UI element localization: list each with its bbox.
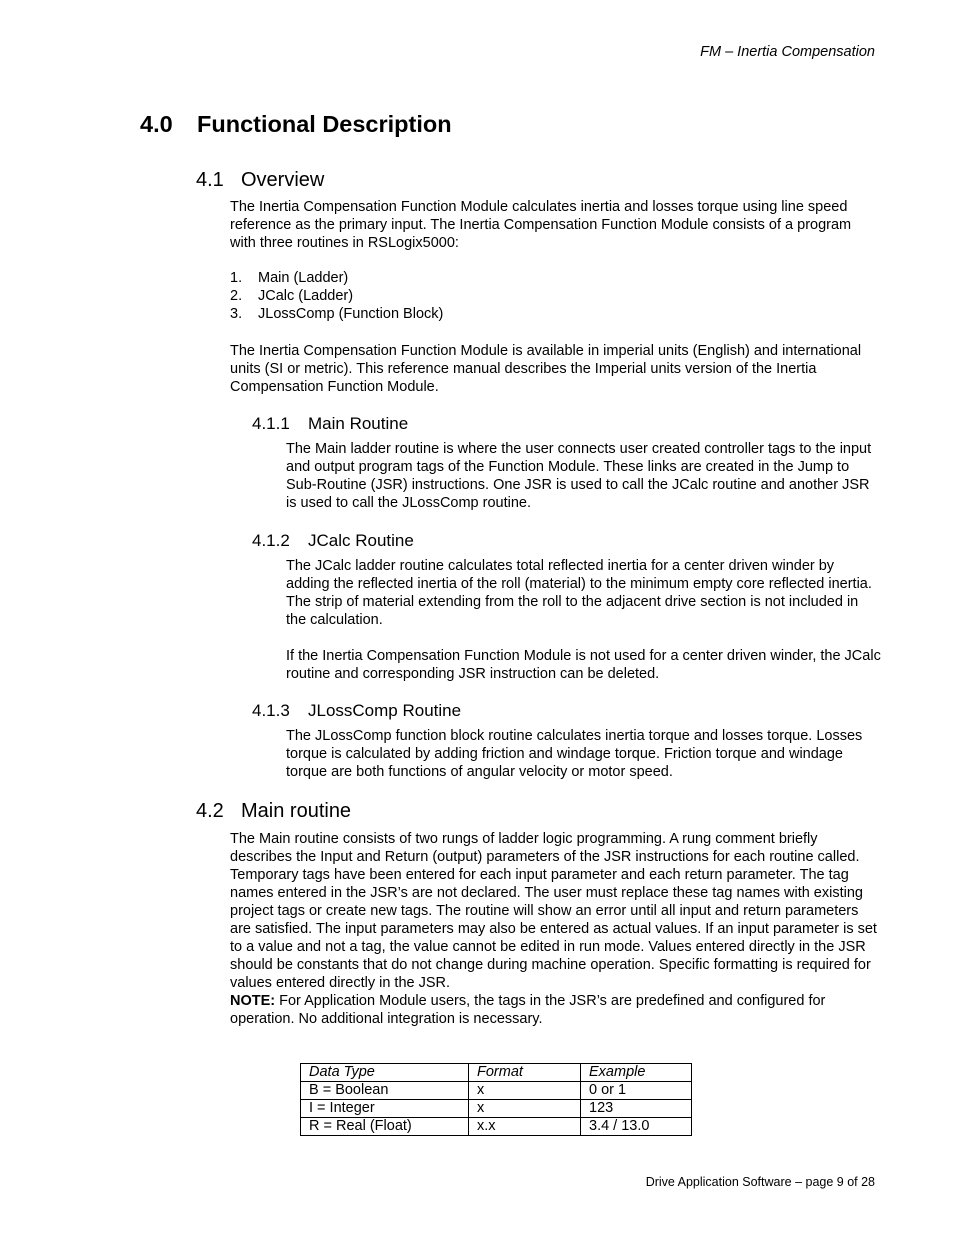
main-routine-paragraph: The Main routine consists of two rungs of ladder logic programming. A rung comment briefly describes the Input and Return (output) parameters of the JSR instructions for each routine called. Temporary tags have been entered for each input parameter and each return parameter. The tag names entered in the JSR’s are not declared. The user must replace these tag names with existing project tags or create new tags. The routine will show an error until all input and return parameters are satisfied. The input parameters may also be entered as actual values. If an input parameter is set to a value and not a tag, the value cannot be edited in run mode. Values entered directly in the JSR should be constants that do not change during machine operation. Specific formatting is required for values entered directly in the JSR. — [230, 831, 877, 991]
overview-intro: The Inertia Compensation Function Module calculates inertia and losses torque using line speed reference as the primary input. The Inertia Compensation Function Module consists of a program with three routines in RSLogix5000: — [230, 199, 852, 251]
section-4-2-heading: 4.2 Main routine — [196, 800, 352, 822]
running-header: FM – Inertia Compensation — [700, 44, 875, 60]
table-cell: 123 — [581, 1100, 692, 1118]
section-4-heading — [140, 111, 452, 138]
table-cell: 3.4 / 13.0 — [581, 1118, 692, 1136]
list-item: 1. Main (Ladder) — [230, 270, 349, 286]
column-header: Data Type — [301, 1064, 469, 1082]
table-header-row — [301, 1064, 692, 1082]
section-4-1-1-heading: 4.1.1 Main Routine — [252, 414, 409, 433]
section-title: Functional Description — [197, 111, 452, 137]
routine-list — [230, 269, 443, 323]
table-row — [301, 1082, 692, 1100]
units-paragraph: The Inertia Compensation Function Module is available in imperial units (English) and international units (SI or metric). This reference manual describes the Imperial units version of the Inertia Compensation Function Module. — [230, 343, 862, 395]
main-routine-body: The Main ladder routine is where the user connects user created controller tags to the input and output program tags of the Function Module. These links are created in the Jump to Sub-Routine (JSR) instructions. One JSR is used to call the JCalc routine and another JSR is used to call the JLossComp routine. — [286, 441, 872, 511]
table-cell: B = Boolean — [301, 1082, 469, 1100]
table-row — [301, 1100, 692, 1118]
section-number: 4.1 — [196, 169, 224, 191]
jlosscomp-body: The JLossComp function block routine calculates inertia torque and losses torque. Losses torque is calculated by adding friction and windage torque. Friction torque and windage torque are both functions of angular velocity or motor speed. — [286, 728, 863, 780]
jcalc-body-2: If the Inertia Compensation Function Module is not used for a center driven winder, the JCalc routine and corresponding JSR instruction can be deleted. — [286, 648, 881, 682]
table-cell: x — [469, 1100, 581, 1118]
note-text: For Application Module users, the tags in the JSR’s are predefined and configured for operation. No additional integration is necessary. — [230, 993, 826, 1027]
table-cell: I = Integer — [301, 1100, 469, 1118]
section-title: Overview — [241, 169, 325, 191]
column-header: Format — [469, 1064, 581, 1082]
column-header: Example — [581, 1064, 692, 1082]
list-item: 2. JCalc (Ladder) — [230, 288, 354, 304]
section-4-1-2-heading: 4.1.2 JCalc Routine — [252, 531, 414, 550]
table-row — [301, 1118, 692, 1136]
list-item: 3. JLossComp (Function Block) — [230, 306, 444, 322]
jcalc-body-1: The JCalc ladder routine calculates total reflected inertia for a center driven winder by adding the reflected inertia of the roll (material) to the minimum empty core reflected inertia. The strip of material extending from the roll to the adjacent drive section is not included in the calculation. — [286, 558, 872, 628]
table-cell: 0 or 1 — [581, 1082, 692, 1100]
section-4-1-3-heading: 4.1.3 JLossComp Routine — [252, 701, 462, 720]
table-cell: x — [469, 1082, 581, 1100]
section-number: 4.0 — [140, 111, 173, 137]
page-footer: Drive Application Software – page 9 of 28 — [645, 1175, 875, 1189]
main-routine-section-body — [230, 830, 880, 1028]
data-type-table — [300, 1063, 692, 1136]
table-cell: x.x — [469, 1118, 581, 1136]
section-4-1-heading — [196, 169, 324, 192]
note-label: NOTE: — [230, 993, 276, 1009]
table-cell: R = Real (Float) — [301, 1118, 469, 1136]
